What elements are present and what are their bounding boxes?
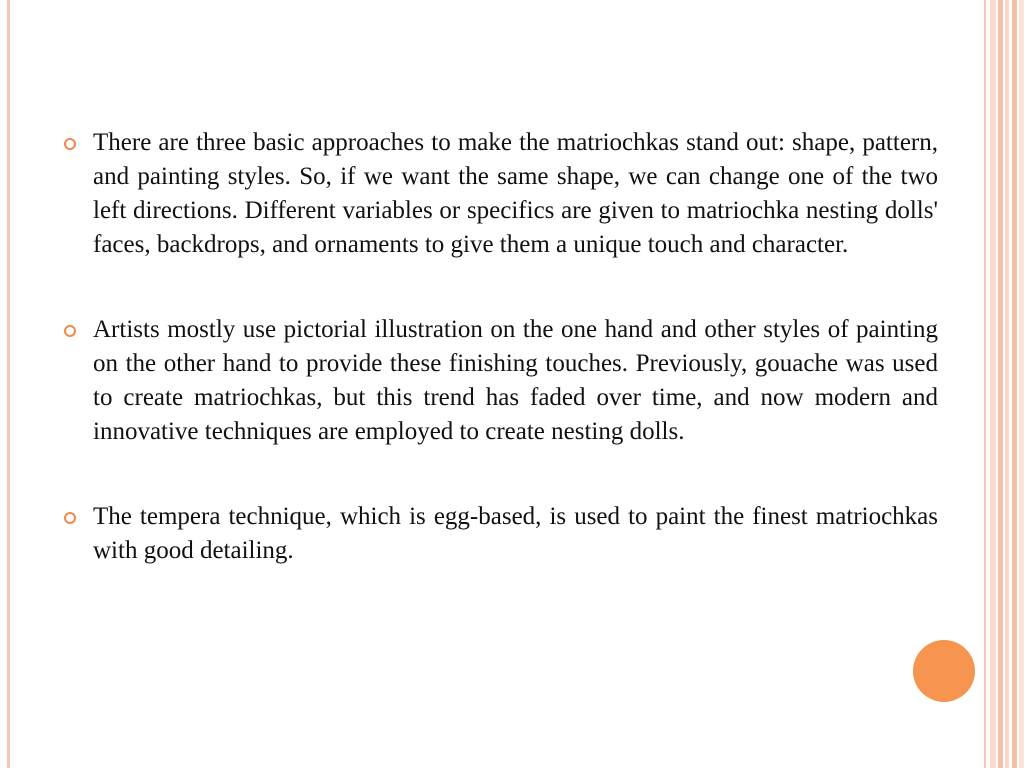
- right-decorative-stripe: [998, 0, 1003, 768]
- right-decorative-stripe: [984, 0, 986, 768]
- bullet-circle-icon: [64, 325, 76, 337]
- bullet-text: The tempera technique, which is egg-based, is used to paint the finest matriochkas with good detailing.: [93, 503, 938, 564]
- bullet-text: Artists mostly use pictorial illustration on the one hand and other styles of painting on the other hand to provide these finishing touches. Previously, gouache was used to create matriochkas, but this trend has faded over time, and now modern and innovative techniques are employed to create nesting dolls.: [93, 316, 938, 445]
- bullet-list: [60, 126, 938, 619]
- bullet-item: [60, 313, 938, 449]
- right-decorative-stripe: [1019, 0, 1024, 768]
- bullet-item: [60, 500, 938, 568]
- decorative-orange-circle: [913, 640, 975, 702]
- bullet-text: There are three basic approaches to make the matriochkas stand out: shape, pattern, and painting styles. So, if we want the same shape, we can change one of the two left directions. Different variables or specifics are given to matriochka nesting dolls' faces, backdrops, and ornaments to give them a unique touch and character.: [93, 129, 938, 258]
- right-decorative-stripe: [1005, 0, 1009, 768]
- right-decorative-stripe: [1012, 0, 1017, 768]
- bullet-item: [60, 126, 938, 262]
- right-decorative-stripe: [990, 0, 996, 768]
- bullet-circle-icon: [64, 512, 76, 524]
- bullet-circle-icon: [64, 138, 76, 150]
- left-decorative-stripe: [7, 0, 10, 768]
